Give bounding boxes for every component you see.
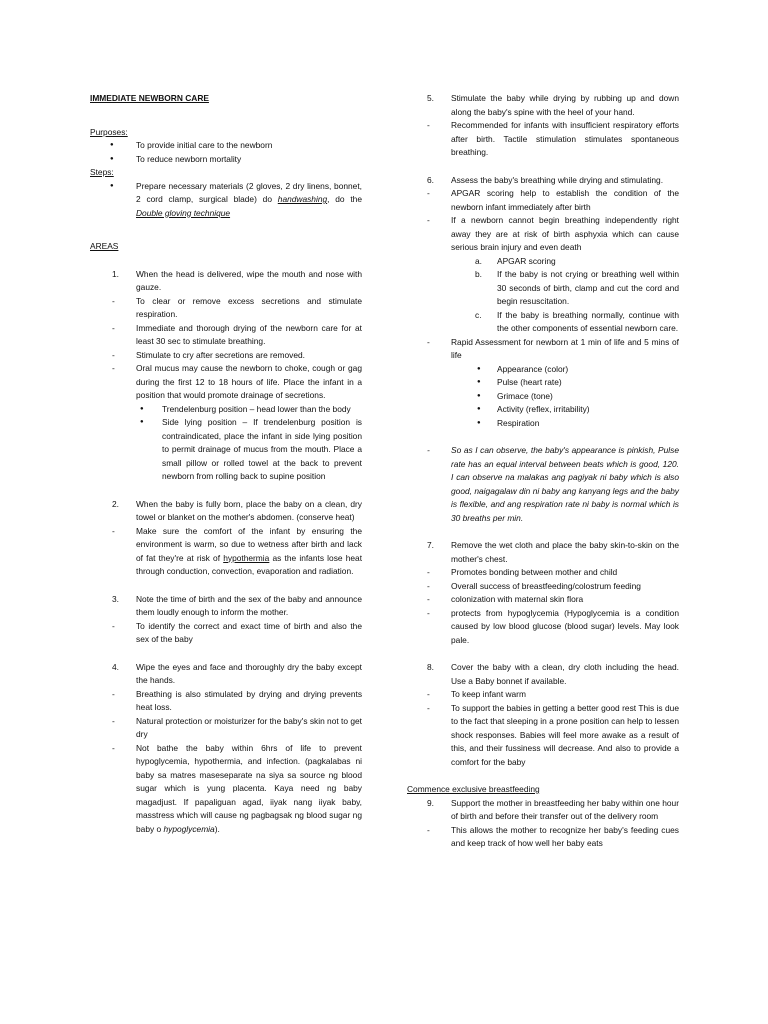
step-4-bullet: - Natural protection or moisturizer for the baby's skin not to get dry [90,715,362,742]
step-6-alpha: c. If the baby is breathing normally, continue with the other components of essential newborn care. [475,309,679,333]
step-6-alpha: a. APGAR scoring [475,255,556,266]
step-3: 3. Note the time of birth and the sex of the baby and announce them loudly enough to inform the mother. [112,593,362,617]
rapid-assessment: - Rapid Assessment for newborn at 1 min of life and 5 mins of life [427,336,679,363]
right-column [407,92,679,851]
step-8: 8. Cover the baby with a clean, dry cloth including the head. Use a Baby bonnet if available. [427,662,679,686]
apgar-item: ● Grimace (tone) [427,390,679,404]
apgar-item: ● Appearance (color) [427,363,679,377]
apgar-item: ● Pulse (heart rate) [427,376,679,390]
step-1-bullet: - To clear or remove excess secretions and stimulate respiration. [90,295,362,322]
purposes-label: Purposes: [90,126,128,137]
steps-label: Steps: [90,167,114,177]
document-title: IMMEDIATE NEWBORN CARE [90,93,209,103]
apgar-item: ● Respiration [427,417,679,431]
step-3-bullet: - To identify the correct and exact time of birth and also the sex of the baby [90,620,362,647]
step-1-bullet: - Immediate and thorough drying of the newborn care for at least 30 sec to stimulate breathing. [90,322,362,349]
handwashing-link: handwashing [277,194,328,204]
steps-item: ● Prepare necessary materials (2 gloves, 2 dry linens, bonnet, 2 cord clamp, surgical blade) do handwashing, do the Double gloving technique [90,180,362,221]
double-gloving-link: Double gloving technique [136,207,231,218]
observation-note: - So as I can observe, the baby's appearance is pinkish, Pulse rate has an equal interval between beats which is good, 120. I can observe na malakas ang pagiyak ni baby which is also good, naigagalaw din ni baby ang kanyang legs and the baby is flexible, and ang respiration rate ni baby is normal which is 30 breaths per min. [427,444,679,525]
step-6: 6. Assess the baby's breathing while drying and stimulating. [427,174,664,185]
left-column [90,92,362,836]
step-6-alpha: b. If the baby is not crying or breathing well within 30 seconds of birth, clamp and cut the cord and begin resuscitation. [475,269,679,306]
step-1-bullet: - Oral mucus may cause the newborn to choke, cough or gag during the first 12 to 18 hours of life. Place the infant in a position that would promote drainage of secretions. [90,362,362,403]
commence-heading: Commence exclusive breastfeeding [407,784,540,794]
step-7-bullet: - Overall success of breastfeeding/colostrum feeding [427,580,679,594]
step-9: 9. Support the mother in breastfeeding her baby within one hour of birth and before their transfer out of the delivery room [427,797,679,821]
step-7-bullet: - protects from hypoglycemia (Hypoglycemia is a condition caused by low blood glucose (blood sugar) levels. May look pale. [427,607,679,648]
step-2-bullet: - Make sure the comfort of the infant by ensuring the environment is warm, so due to wetness after birth and lack of fat they're at risk of hypothermia as the infants lose heat through conduction, convection, evaporation and radiation. [90,525,362,579]
step-5: 5. Stimulate the baby while drying by rubbing up and down along the baby's spine with the heel of your hand. [427,93,679,117]
purpose-item: ● To reduce newborn mortality [90,153,362,167]
step-4-bullet: - Breathing is also stimulated by drying and drying prevents heat loss. [90,688,362,715]
areas-label: AREAS [90,241,119,251]
step-2: 2. When the baby is fully born, place the baby on a clean, dry towel or blanket on the mother's abdomen. (conserve heat) [112,498,362,522]
step-1-bullet: - Stimulate to cry after secretions are removed. [90,349,362,363]
step-8-bullet: - To support the babies in getting a better good rest This is due to the fact that sleeping in a prone position can help to lessen shock responses. Babies will feel more awake as a result of this, and their fussiness will decrease. And also to provide a comfort for the baby [427,702,679,770]
step-9-bullet: - This allows the mother to recognize her baby's feeding cues and keep track of how well her baby eats [427,824,679,851]
position-item: ● Side lying position – If trendelenburg position is contraindicated, place the infant in side lying position to permit drainage of mucus from the mouth. Place a small pillow or rolled towel at the back to prevent newborn from rolling back to supine position [90,416,362,484]
step-4-bullet: - Not bathe the baby within 6hrs of life to prevent hypoglycemia, hypothermia, and infection. (pagkalabas ni baby sa matres maseseparate na siya sa source ng blood sugar which is yung placenta. Kaya need ng baby magadjust. If papaliguan agad, iiyak nang iiyak baby, masstress which will cause ng pagbagsak ng blood sugar ng baby o hypoglycemia). [90,742,362,837]
step-6-bullet: - APGAR scoring help to establish the condition of the newborn infant immediately after birth [427,187,679,214]
step-7: 7. Remove the wet cloth and place the baby skin-to-skin on the mother's chest. [427,540,679,564]
step-8-bullet: - To keep infant warm [427,688,679,702]
position-item: ● Trendelenburg position – head lower than the body [90,403,362,417]
step-6-bullet: - If a newborn cannot begin breathing independently right away they are at risk of birth asphyxia which can cause serious brain injury and even death [427,214,679,255]
step-7-bullet: - colonization with maternal skin flora [427,593,679,607]
step-5-bullet: - Recommended for infants with insufficient respiratory efforts after birth. Tactile stimulation stimulates spontaneous breathing. [427,119,679,160]
step-1: 1. When the head is delivered, wipe the mouth and nose with gauze. [112,268,362,292]
step-7-bullet: - Promotes bonding between mother and child [427,566,679,580]
apgar-item: ● Activity (reflex, irritability) [427,403,679,417]
step-4: 4. Wipe the eyes and face and thoroughly dry the baby except the hands. [112,661,362,685]
purpose-item: ● To provide initial care to the newborn [90,139,362,153]
